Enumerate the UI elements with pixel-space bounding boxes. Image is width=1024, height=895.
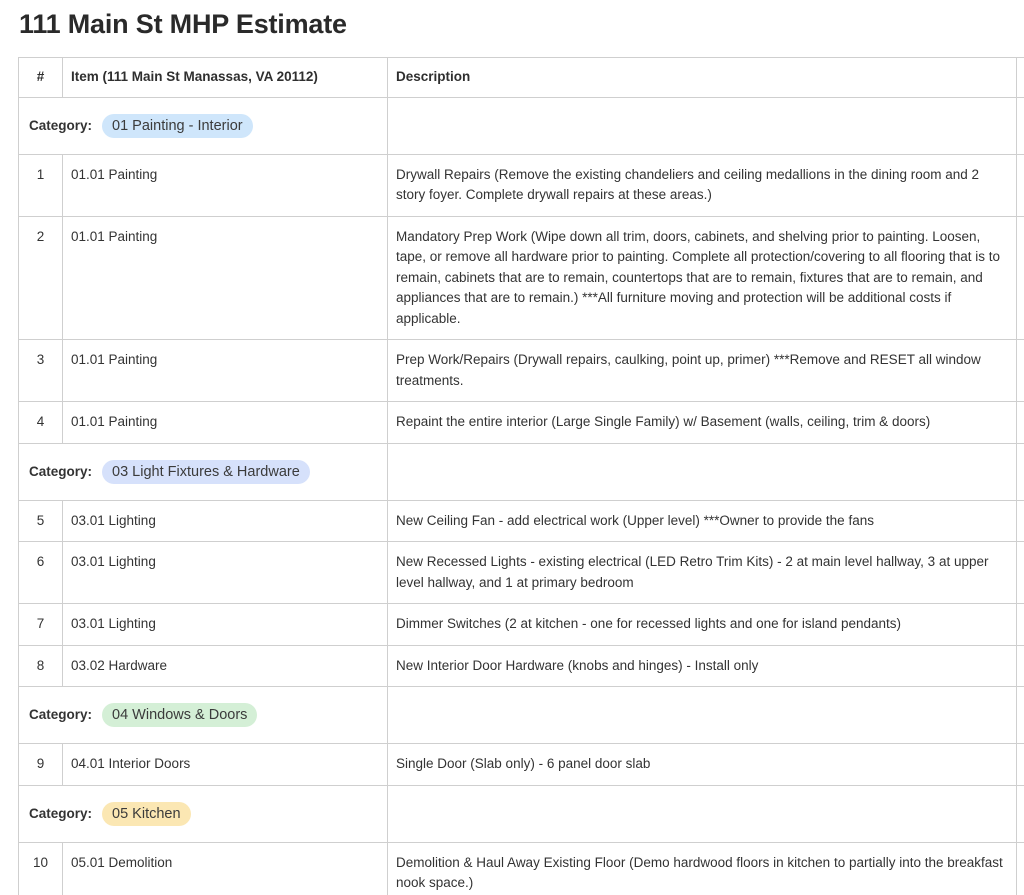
row-number: 8 (19, 645, 63, 687)
category-cell (19, 443, 388, 500)
row-extra (1017, 604, 1024, 646)
row-description[interactable]: New Interior Door Hardware (knobs and hinges) - Install only (388, 645, 1017, 687)
row-description[interactable]: New Recessed Lights - existing electrical (LED Retro Trim Kits) - 2 at main level hallway, 3 at upper level hallway, and 1 at primary bedroom (388, 542, 1017, 604)
table-row (19, 216, 1024, 340)
category-label: Category: (29, 707, 93, 722)
row-extra (1017, 154, 1024, 216)
row-extra (1017, 645, 1024, 687)
row-number: 9 (19, 744, 63, 786)
row-item[interactable]: 01.01 Painting (63, 340, 388, 402)
category-label: Category: (29, 805, 93, 821)
row-number: 6 (19, 542, 63, 604)
row-item[interactable]: 03.01 Lighting (63, 500, 388, 542)
row-item[interactable]: 04.01 Interior Doors (63, 744, 388, 786)
page-title: 111 Main St MHP Estimate (19, 9, 347, 39)
category-description-cell (388, 97, 1017, 154)
row-number: 2 (19, 216, 63, 340)
row-number: 7 (19, 604, 63, 646)
row-item[interactable]: 03.01 Lighting (63, 604, 388, 646)
category-extra-cell (1017, 443, 1024, 500)
row-number: 4 (19, 402, 63, 444)
row-number: 3 (19, 340, 63, 402)
category-tag[interactable]: 03 Light Fixtures & Hardware (102, 460, 310, 484)
category-cell (19, 687, 388, 744)
row-extra (1017, 542, 1024, 604)
table-row (19, 645, 1024, 687)
table-row (19, 154, 1024, 216)
category-label: Category: (29, 463, 93, 479)
row-description[interactable]: Repaint the entire interior (Large Single Family) w/ Basement (walls, ceiling, trim & doors) (388, 402, 1017, 444)
category-description-cell (388, 443, 1017, 500)
row-item[interactable]: 03.02 Hardware (63, 645, 388, 687)
category-tag[interactable]: 05 Kitchen (102, 802, 191, 826)
category-row (19, 443, 1024, 500)
row-extra (1017, 744, 1024, 786)
category-cell (19, 785, 388, 842)
category-extra-cell (1017, 687, 1024, 744)
row-description[interactable]: Drywall Repairs (Remove the existing chandeliers and ceiling medallions in the dining room and 2 story foyer. Complete drywall repairs at these areas.) (388, 154, 1017, 216)
table-row (19, 604, 1024, 646)
column-header-number[interactable]: # (19, 58, 63, 98)
row-item[interactable]: 03.01 Lighting (63, 542, 388, 604)
category-label: Category: (29, 117, 93, 133)
estimate-table (18, 57, 1024, 895)
category-description-cell (388, 785, 1017, 842)
category-tag[interactable]: 04 Windows & Doors (102, 703, 257, 727)
category-row (19, 687, 1024, 744)
row-item[interactable]: 05.01 Demolition (63, 842, 388, 895)
row-extra (1017, 216, 1024, 340)
row-extra (1017, 500, 1024, 542)
table-row (19, 340, 1024, 402)
row-number: 10 (19, 842, 63, 895)
table-row (19, 402, 1024, 444)
column-header-extra[interactable] (1017, 58, 1024, 98)
category-row (19, 97, 1024, 154)
row-description[interactable]: Single Door (Slab only) - 6 panel door slab (388, 744, 1017, 786)
row-description[interactable]: Demolition & Haul Away Existing Floor (Demo hardwood floors in kitchen to partially into the breakfast nook space.) (388, 842, 1017, 895)
row-number: 5 (19, 500, 63, 542)
row-description[interactable]: Mandatory Prep Work (Wipe down all trim, doors, cabinets, and shelving prior to painting. Loosen, tape, or remove all hardware prior to painting. Complete all protection/covering to all flooring that is to remain, cabinets that are to remain, countertops that are to remain, fixtures that are to remain, and appliances that are to remain.) ***All furniture moving and protection will be additional costs if applicable. (388, 216, 1017, 340)
table-row (19, 744, 1024, 786)
column-header-item[interactable]: Item (111 Main St Manassas, VA 20112) (63, 58, 388, 98)
row-number: 1 (19, 154, 63, 216)
category-row (19, 785, 1024, 842)
category-extra-cell (1017, 97, 1024, 154)
row-description[interactable]: New Ceiling Fan - add electrical work (Upper level) ***Owner to provide the fans (388, 500, 1017, 542)
table-header-row (19, 58, 1024, 98)
row-extra (1017, 842, 1024, 895)
table-row (19, 542, 1024, 604)
category-description-cell (388, 687, 1017, 744)
category-tag[interactable]: 01 Painting - Interior (102, 114, 253, 138)
row-item[interactable]: 01.01 Painting (63, 154, 388, 216)
row-item[interactable]: 01.01 Painting (63, 216, 388, 340)
category-extra-cell (1017, 785, 1024, 842)
row-description[interactable]: Dimmer Switches (2 at kitchen - one for recessed lights and one for island pendants) (388, 604, 1017, 646)
category-cell (19, 97, 388, 154)
table-row (19, 842, 1024, 895)
row-item[interactable]: 01.01 Painting (63, 402, 388, 444)
column-header-description[interactable]: Description (388, 58, 1017, 98)
row-description[interactable]: Prep Work/Repairs (Drywall repairs, caulking, point up, primer) ***Remove and RESET all window treatments. (388, 340, 1017, 402)
row-extra (1017, 402, 1024, 444)
row-extra (1017, 340, 1024, 402)
table-row (19, 500, 1024, 542)
